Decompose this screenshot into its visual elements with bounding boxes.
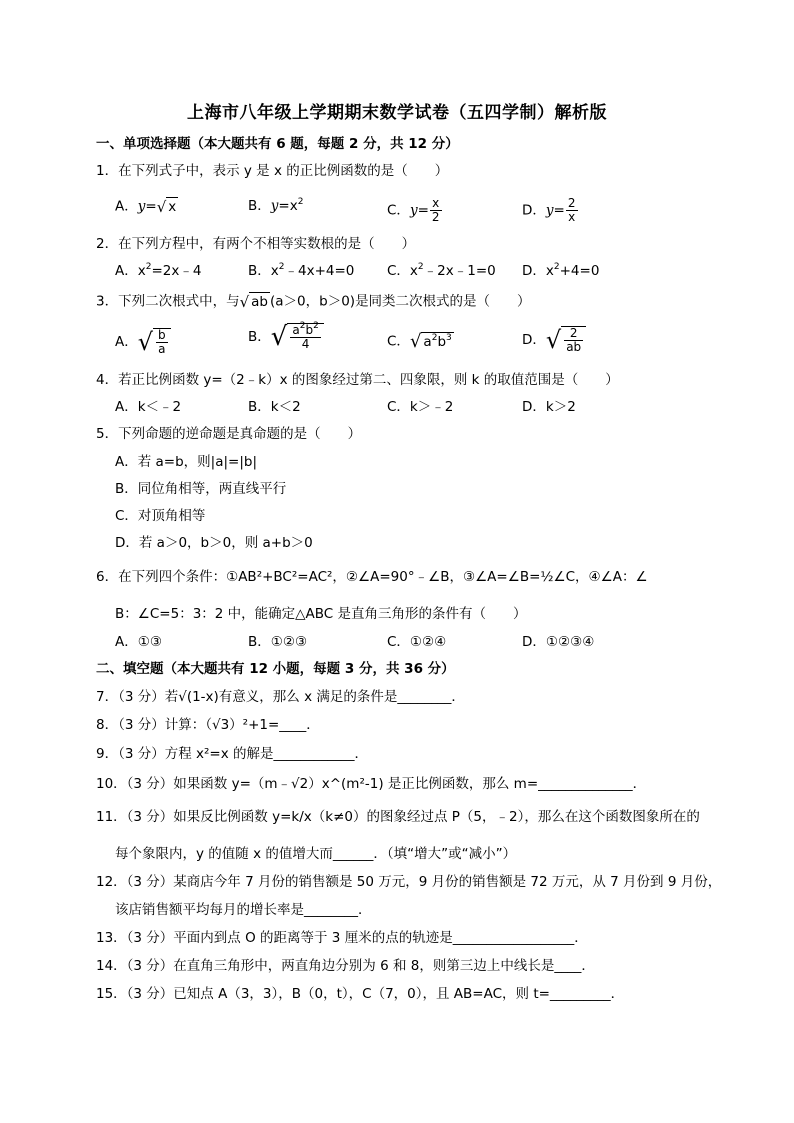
question-10: 10．（3 分）如果函数 y=（m﹣√2）x^(m²-1) 是正比例函数，那么 m=______________． <box>96 776 647 792</box>
question-4-option-d: D．k＞2 <box>522 399 576 415</box>
question-2-option-c: C．$x^2﹣2x﹣1=0$ <box>387 262 496 279</box>
question-5-option-b: B．同位角相等，两直线平行 <box>115 481 287 497</box>
question-8: 8．（3 分）计算：（√3）²+1=____． <box>96 717 320 733</box>
question-1-option-a: A．y=√ x <box>115 197 177 216</box>
question-3-option-a: A．√ $\frac{b}{a}$ <box>115 328 171 356</box>
question-4-option-b: B．k＜2 <box>248 399 301 415</box>
question-4-stem: 4．若正比例函数 y=（2﹣k）x 的图象经过第二、四象限，则 k 的取值范围是（ ） <box>96 372 619 388</box>
question-1-option-d: D．y= $\frac{2}{x}$ <box>522 196 576 224</box>
question-12-line-1: 12．（3 分）某商店今年 7 月份的销售额是 50 万元，9 月份的销售额是 72 万元，从 7 月份到 9 月份， <box>96 874 722 890</box>
question-1-option-b: B．$y=x^2$ <box>248 197 304 214</box>
question-3-option-d: D．√ $\frac{2}{ab}$ <box>522 326 586 354</box>
section-heading-fill: 二、填空题（本大题共有 12 小题，每题 3 分，共 36 分） <box>96 661 455 677</box>
question-13: 13．（3 分）平面内到点 O 的距离等于 3 厘米的点的轨迹是__________________． <box>96 930 588 946</box>
question-6-option-d: D．①②③④ <box>522 634 595 650</box>
question-1-option-c: C．y= $\frac{x}{2}$ <box>387 196 440 224</box>
question-6-option-c: C．①②④ <box>387 634 447 650</box>
question-3-option-b: B．√ $\frac{a^2b^2}{4}$ <box>248 323 324 351</box>
question-11-line-2: 每个象限内，y 的值随 x 的值增大而______．（填“增大”或“减小”） <box>115 846 517 862</box>
question-12-line-2: 该店销售额平均每月的增长率是________． <box>115 902 372 918</box>
question-4-option-a: A．k＜﹣2 <box>115 399 182 415</box>
question-5-option-d: D．若 a＞0，b＞0，则 a+b＞0 <box>115 535 313 551</box>
question-6-option-a: A．①③ <box>115 634 162 650</box>
question-6-stem-line-2: B：∠C=5：3：2 中，能确定△ABC 是直角三角形的条件有（ ） <box>115 606 527 622</box>
question-6-stem-line-1: 6．在下列四个条件：①AB²+BC²=AC²，②∠A=90°﹣∠B，③∠A=∠B=½∠C，④∠A：∠ <box>96 569 648 585</box>
question-2-option-a: A．$x^2=2x﹣4$ <box>115 262 202 279</box>
question-2-option-b: B．$x^2﹣4x+4=0$ <box>248 262 355 279</box>
question-14: 14．（3 分）在直角三角形中，两直角边分别为 6 和 8，则第三边上中线长是____． <box>96 958 595 974</box>
question-5-option-c: C．对顶角相等 <box>115 508 206 524</box>
question-11-line-1: 11．（3 分）如果反比例函数 y=k/x（k≠0）的图象经过点 P（5，﹣2），那么在这个函数图象所在的 <box>96 809 700 825</box>
question-3-option-c: C．√ $a^2b^3$ <box>387 330 452 352</box>
question-5-stem: 5．下列命题的逆命题是真命题的是（ ） <box>96 426 362 442</box>
section-heading-choice: 一、单项选择题（本大题共有 6 题，每题 2 分，共 12 分） <box>96 136 459 152</box>
question-2-stem: 2．在下列方程中，有两个不相等实数根的是（ ） <box>96 236 416 252</box>
question-6-option-b: B．①②③ <box>248 634 308 650</box>
question-3-stem: 3．下列二次根式中，与√ ab (a＞0，b＞0)是同类二次根式的是（ ） <box>96 292 531 311</box>
question-7: 7．（3 分）若√(1-x)有意义，那么 x 满足的条件是________． <box>96 689 465 705</box>
question-1-stem: 1．在下列式子中，表示 y 是 x 的正比例函数的是（ ） <box>96 163 449 179</box>
question-9: 9．（3 分）方程 x²=x 的解是____________． <box>96 746 369 762</box>
page-title: 上海市八年级上学期期末数学试卷（五四学制）解析版 <box>187 103 607 123</box>
question-4-option-c: C．k＞﹣2 <box>387 399 454 415</box>
question-5-option-a: A．若 a=b，则|a|=|b| <box>115 454 258 470</box>
question-15: 15．（3 分）已知点 A（3，3），B（0，t），C（7，0），且 AB=AC，则 t=_________． <box>96 986 625 1002</box>
question-2-option-d: D．$x^2+4=0$ <box>522 262 600 279</box>
